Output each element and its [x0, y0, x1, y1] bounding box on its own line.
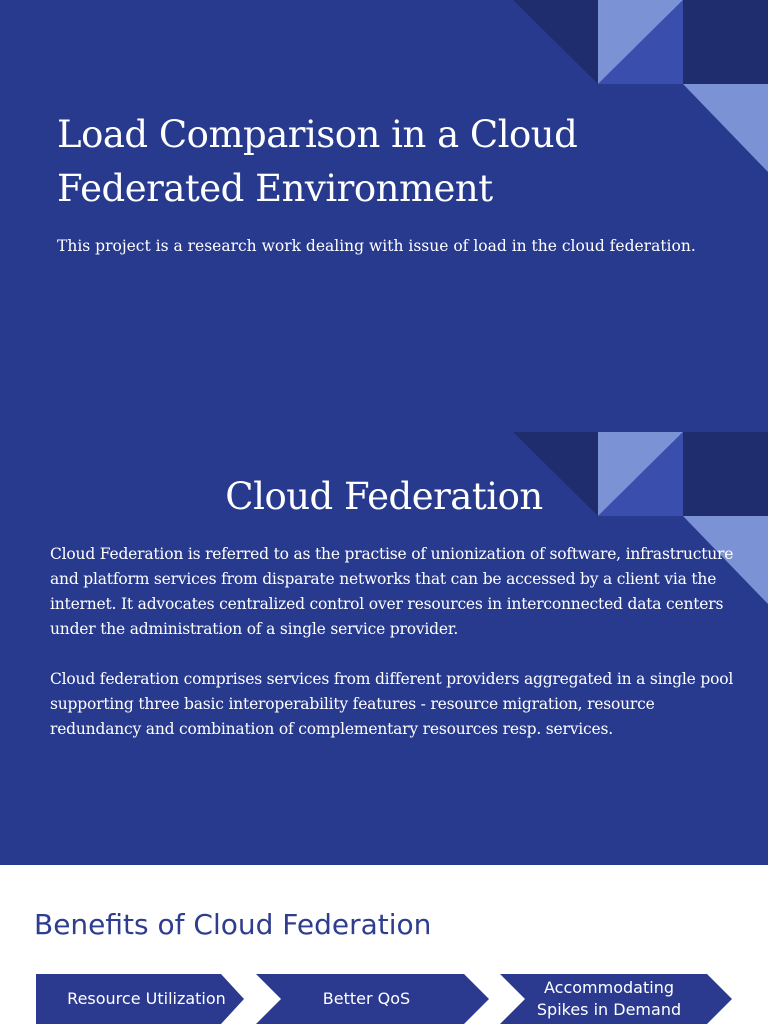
- definition-paragraph: Cloud Federation is referred to as the practise of unionization of software, infrastructure and platform services from disparate networks that can be accessed by a client via the internet. It advocates centralized control over resources in interconnected data centers under the administration of a single service provider.: [50, 545, 734, 638]
- chevron-accommodating-spikes: [500, 974, 732, 1024]
- chevron-label: Accommodating Spikes in Demand: [536, 978, 682, 1019]
- deco-dark-triangle-left: [513, 0, 598, 84]
- deco-dark-square: [683, 0, 768, 84]
- chevron-resource-utilization: [36, 974, 269, 1024]
- benefits-title: Benefits of Cloud Federation: [34, 908, 432, 941]
- composition-paragraph: Cloud federation comprises services from different providers aggregated in a single pool supporting three basic interoperability features - resource migration, resource redundancy and combination of complementary resources resp. services.: [50, 670, 734, 738]
- chevron-better-qos: [256, 974, 489, 1024]
- presentation-title: Load Comparison in a Cloud Federated Environment: [57, 113, 578, 210]
- chevron-label: Resource Utilization: [67, 989, 226, 1008]
- benefits-slide: [0, 865, 768, 1024]
- title-slide: [0, 0, 768, 432]
- chevron-label: Better QoS: [322, 989, 411, 1008]
- slide-title: Cloud Federation: [225, 475, 543, 518]
- presentation-subtitle: This project is a research work dealing with issue of load in the cloud federation.: [57, 237, 696, 255]
- cloud-federation-slide: [0, 432, 768, 865]
- benefits-chevron-row: [0, 974, 768, 1024]
- deco-light-triangle-bottom: [683, 84, 768, 172]
